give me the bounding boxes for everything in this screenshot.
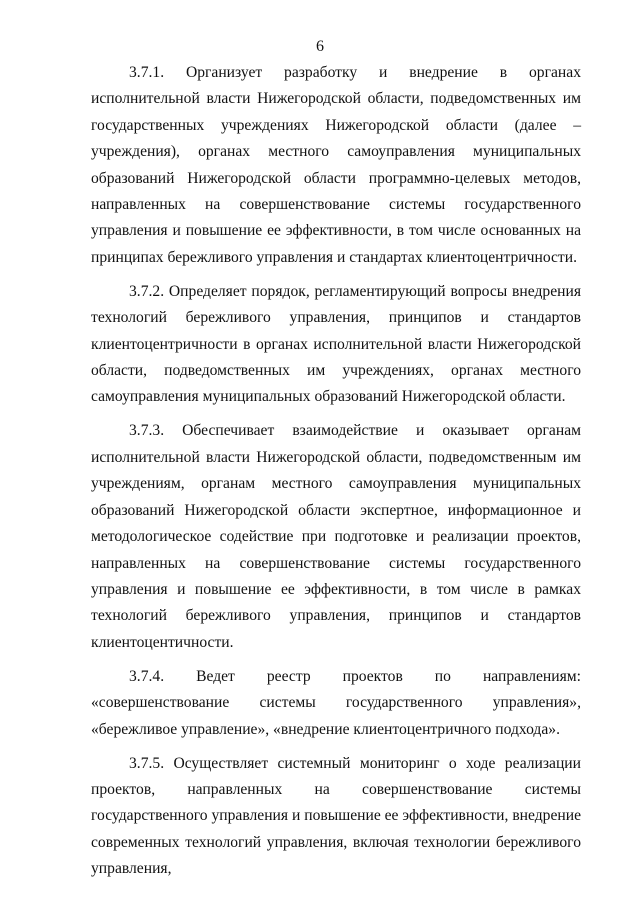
paragraph-3-7-3: 3.7.3. Обеспечивает взаимодействие и оказывает органам исполнительной власти Нижегородской области, подведомственным им учреждениям, органам местного самоуправления муниципальных образований Нижегородской области экспертное, информационное и методологическое содействие при подготовке и реализации проектов, направленных на совершенствование системы государственного управления и повышение ее эффективности, в том числе в рамках технологий бережливого управления, принципов и стандартов клиентоцентичности. xyxy=(91,422,581,651)
paragraph-3-7-2: 3.7.2. Определяет порядок, регламентирующий вопросы внедрения технологий бережливого управления, принципов и стандартов клиентоцентричности в органах исполнительной власти Нижегородской области, подведомственных им учреждениях, органах местного самоуправления муниципальных образований Нижегородской области. xyxy=(91,282,581,406)
paragraph-3-7-1: 3.7.1. Организует разработку и внедрение в органах исполнительной власти Нижегородской области, подведомственных им государственных учреждениях Нижегородской области (далее – учреждения), органах местного самоуправления муниципальных образований Нижегородской области программно-целевых методов, направленных на совершенствование системы государственного управления и повышение ее эффективности, в том числе основанных на принципах бережливого управления и стандартах клиентоцентричности. xyxy=(91,64,581,266)
document-body xyxy=(91,60,581,890)
page-number: 6 xyxy=(316,38,324,55)
paragraph-3-7-4: 3.7.4. Ведет реестр проектов по направлениям: «совершенствование системы государственного управления», «бережливое управление», «внедрение клиентоцентричного подхода». xyxy=(91,667,581,738)
paragraph-3-7-5: 3.7.5. Осуществляет системный мониторинг о ходе реализации проектов, направленных на совершенствование системы государственного управления и повышение ее эффективности, внедрение современных технологий управления, включая технологии бережливого управления, xyxy=(91,754,582,878)
